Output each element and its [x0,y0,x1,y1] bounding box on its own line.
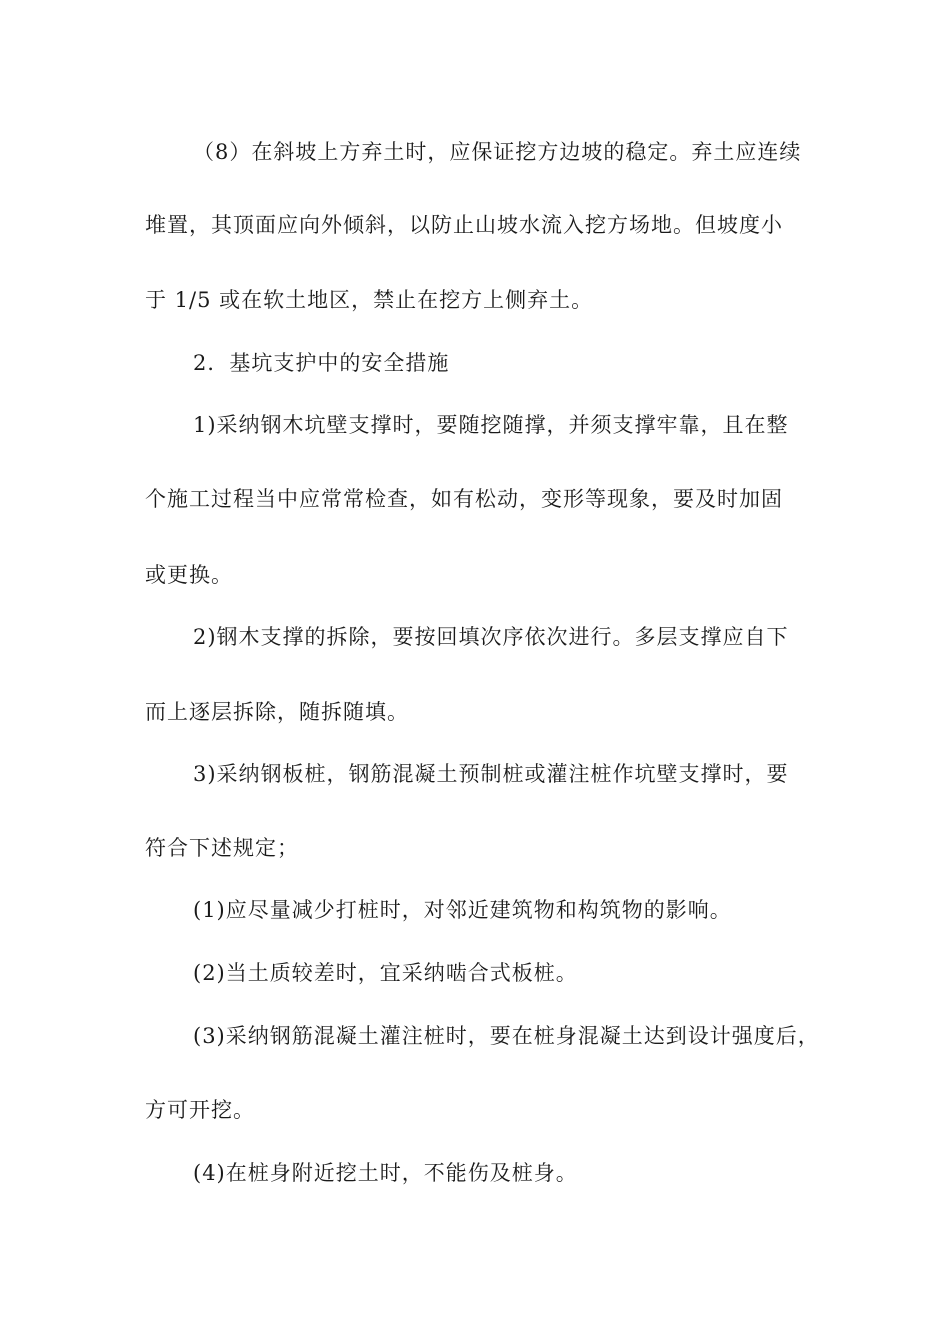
list-item: (3)采纳钢筋混凝土灌注桩时，要在桩身混凝土达到设计强度后， [193,1024,820,1048]
list-item: (1)应尽量减少打桩时，对邻近建筑物和构筑物的影响。 [193,898,732,922]
paragraph-line: 1)采纳钢木坑壁支撑时，要随挖随撑，并须支撑牢靠，且在整 [193,413,789,437]
section-heading: 2．基坑支护中的安全措施 [193,351,450,375]
paragraph-line: 堆置，其顶面应向外倾斜，以防止山坡水流入挖方场地。但坡度小 [145,213,783,237]
paragraph-line: 个施工过程当中应常常检查，如有松动，变形等现象，要及时加固 [145,487,783,511]
list-item-continuation: 方可开挖。 [145,1098,255,1122]
paragraph-line: 而上逐层拆除，随拆随填。 [145,700,409,724]
list-item: (2)当土质较差时，宜采纳啮合式板桩。 [193,961,578,985]
paragraph-line: 2)钢木支撑的拆除，要按回填次序依次进行。多层支撑应自下 [193,625,789,649]
paragraph-line: 符合下述规定； [145,836,299,860]
list-item: (4)在桩身附近挖土时，不能伤及桩身。 [193,1161,578,1185]
paragraph-line: （8）在斜坡上方弃土时，应保证挖方边坡的稳定。弃土应连续 [193,140,802,164]
paragraph-line: 或更换。 [145,563,233,587]
paragraph-line: 3)采纳钢板桩，钢筋混凝土预制桩或灌注桩作坑壁支撑时，要 [193,762,789,786]
paragraph-line: 于 1/5 或在软土地区，禁止在挖方上侧弃土。 [145,288,594,312]
